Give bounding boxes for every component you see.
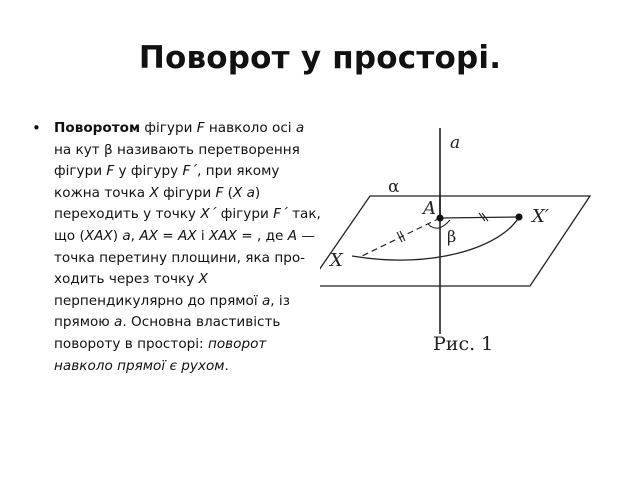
point-A xyxy=(437,215,444,222)
label-X: X xyxy=(330,250,343,271)
text-run: ) xyxy=(112,227,123,244)
var-F: F xyxy=(106,163,115,180)
text-run: , при якому кожна точка xyxy=(54,163,280,201)
var-X-prime: X´ xyxy=(200,206,217,223)
var-F: F xyxy=(196,120,205,136)
text-run: навколо осі xyxy=(204,120,296,136)
text-run: . Основна властивість повороту в просторі: xyxy=(54,314,281,352)
var-F: F xyxy=(215,184,224,201)
text-run: перпендикулярно до прямої xyxy=(54,292,262,309)
text-run: . xyxy=(224,357,229,374)
var-a: a xyxy=(122,227,131,244)
var-A: A xyxy=(287,227,298,244)
text-run: ) переходить у точку xyxy=(54,184,261,223)
text-run: так, що ( xyxy=(54,206,321,244)
bullet-dot: • xyxy=(32,119,41,137)
text-run: ( xyxy=(223,184,233,201)
label-A: A xyxy=(423,198,436,219)
text-run: у фігуру xyxy=(114,163,183,180)
text-run: , із прямою xyxy=(54,292,290,331)
var-a: a xyxy=(114,314,123,331)
text-run: — точка перетину площини, яка про-ходить через точку xyxy=(54,227,315,288)
label-plane-alpha: α xyxy=(388,177,400,197)
rotation-figure xyxy=(320,118,630,368)
property-italic: поворот навколо прямої є рухом xyxy=(54,335,267,374)
text-run: фігури xyxy=(140,120,197,136)
label-axis-a: a xyxy=(450,133,461,153)
label-beta: β xyxy=(447,227,457,246)
text-run: фігури xyxy=(158,184,216,201)
slide-title: Поворот у просторі. xyxy=(138,40,502,76)
var-F-prime: F´ xyxy=(273,206,288,223)
figure-caption: Рис. 1 xyxy=(433,333,494,355)
point-X-prime xyxy=(516,214,523,221)
var-X: X xyxy=(198,271,208,288)
label-X-prime: X′ xyxy=(532,206,549,227)
segment-A-Xprime xyxy=(440,217,519,218)
text-run: , xyxy=(130,227,140,244)
rotation-arc xyxy=(352,217,519,260)
segment-A-X xyxy=(362,218,440,256)
var-a: a xyxy=(261,292,271,309)
text-run: фігури xyxy=(216,206,274,223)
text-run: і xyxy=(196,227,209,244)
var-X: X xyxy=(149,184,159,201)
term-bold: Поворотом xyxy=(54,120,141,136)
var-XAX: XAX xyxy=(209,227,237,244)
text-run: = , де xyxy=(236,227,288,244)
definition-text xyxy=(54,118,322,377)
var-a: a xyxy=(295,120,305,136)
text-run: на кут β називають перетворення фігури xyxy=(54,141,300,180)
rotation-diagram xyxy=(320,118,630,368)
definition-bullet xyxy=(32,118,322,377)
var-XAX: XAX xyxy=(84,227,113,244)
var-X-a: X a xyxy=(232,184,255,201)
var-F-prime: F´ xyxy=(182,163,198,180)
var-AX-eq: AX = AX xyxy=(139,227,197,244)
